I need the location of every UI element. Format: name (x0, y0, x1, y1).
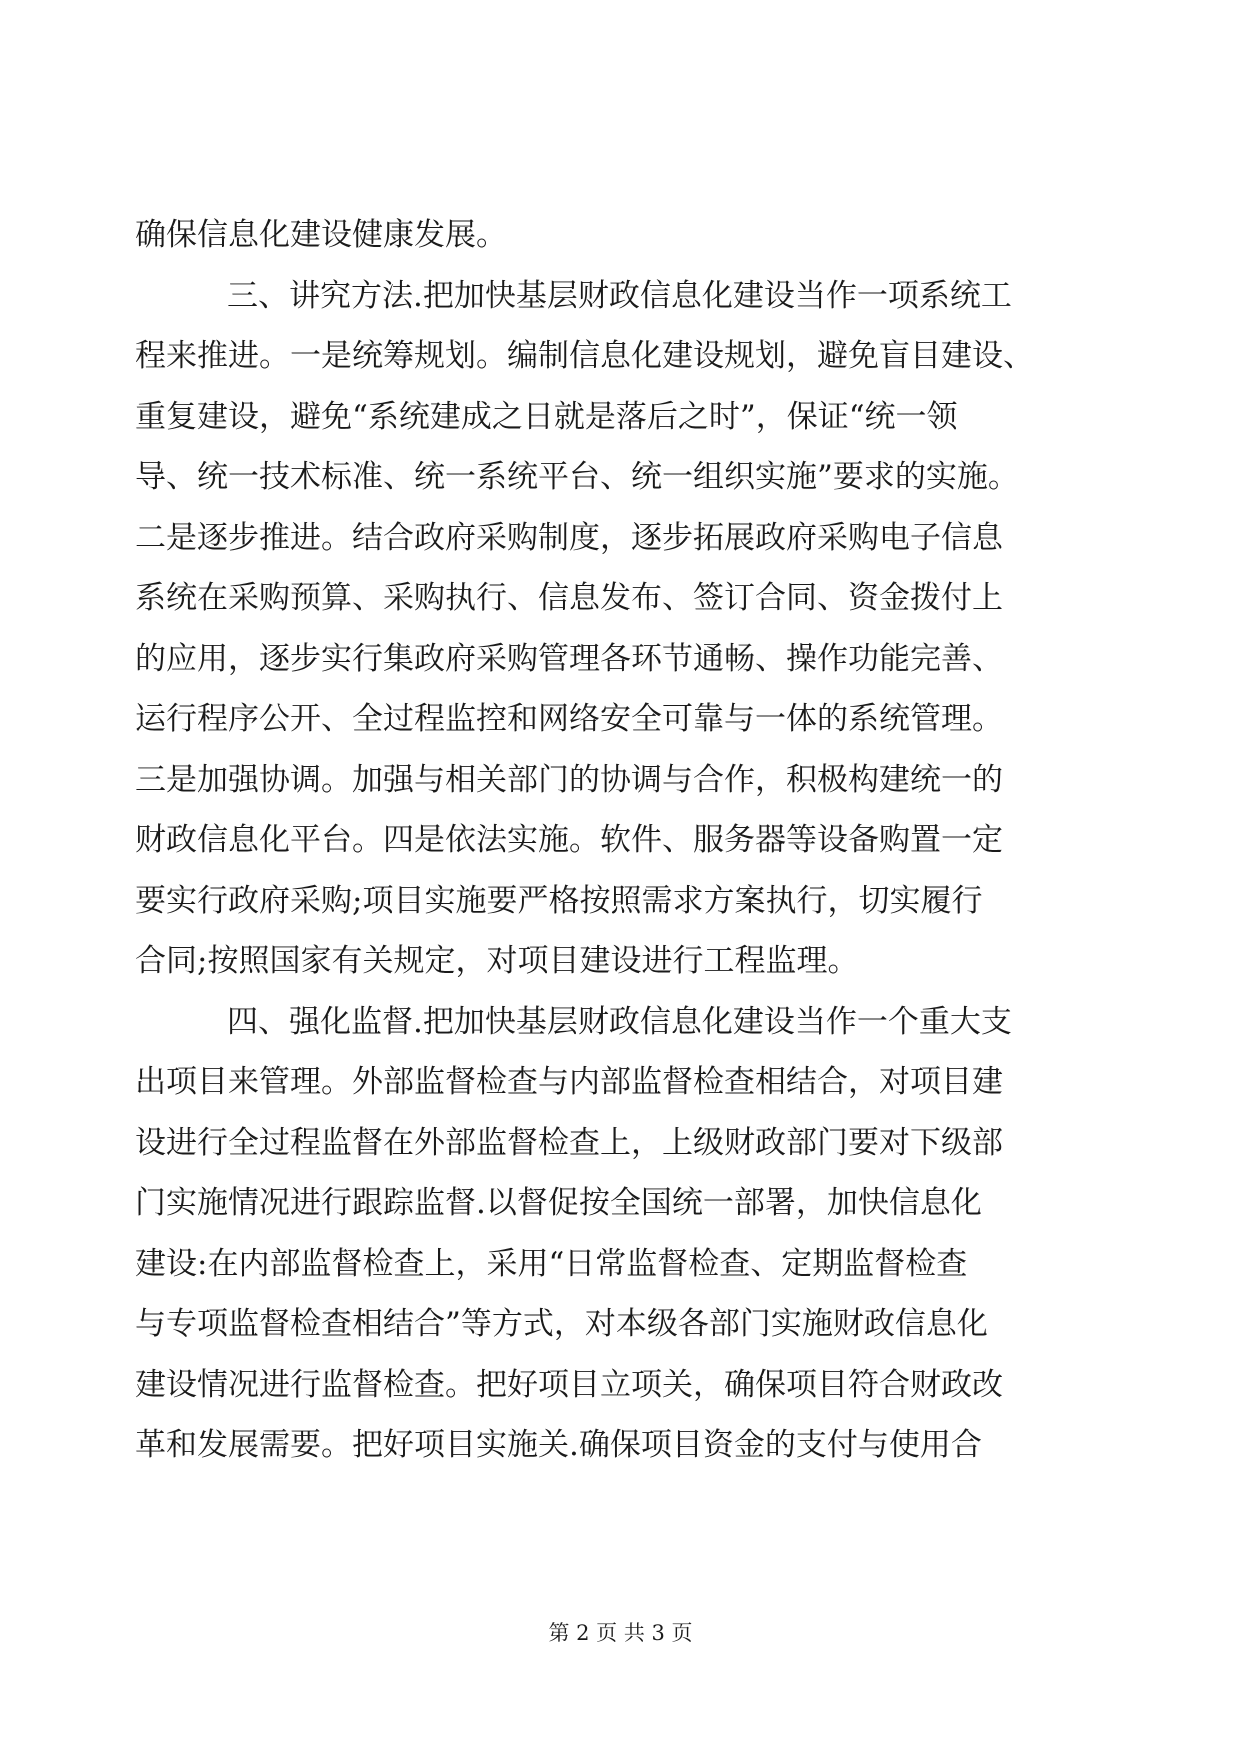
text-line: 要实行政府采购;项目实施要严格按照需求方案执行，切实履行 (135, 882, 983, 919)
text-line: 财政信息化平台。四是依法实施。软件、服务器等设备购置一定 (135, 822, 1003, 858)
text-line: 重复建设，避免“系统建成之日就是落后之时”，保证“统一领 (135, 398, 958, 435)
text-line: 确保信息化建设健康发展。 (135, 217, 507, 253)
text-line: 三、讲究方法.把加快基层财政信息化建设当作一项系统工 (227, 277, 1012, 314)
text-line: 出项目来管理。外部监督检查与内部监督检查相结合，对项目建 (135, 1064, 1003, 1100)
text-line: 导、统一技术标准、统一系统平台、统一组织实施”要求的实施。 (135, 459, 1019, 495)
text-line: 设进行全过程监督在外部监督检查上，上级财政部门要对下级部 (135, 1124, 1003, 1161)
text-line: 程来推进。一是统筹规划。编制信息化建设规划，避免盲目建设、 (135, 338, 1034, 374)
text-line: 革和发展需要。把好项目实施关.确保项目资金的支付与使用合 (135, 1427, 982, 1463)
page-number: 第 2 页 共 3 页 (548, 1621, 693, 1645)
text-line: 合同;按照国家有关规定，对项目建设进行工程监理。 (135, 943, 859, 979)
text-line: 与专项监督检查相结合”等方式，对本级各部门实施财政信息化 (135, 1306, 988, 1342)
text-line: 建设情况进行监督检查。把好项目立项关，确保项目符合财政改 (135, 1366, 1003, 1403)
text-line: 运行程序公开、全过程监控和网络安全可靠与一体的系统管理。 (135, 701, 1003, 737)
text-line: 三是加强协调。加强与相关部门的协调与合作，积极构建统一的 (135, 761, 1003, 798)
text-line: 四、强化监督.把加快基层财政信息化建设当作一个重大支 (227, 1003, 1012, 1040)
text-line: 二是逐步推进。结合政府采购制度，逐步拓展政府采购电子信息 (135, 519, 1003, 556)
text-line: 门实施情况进行跟踪监督.以督促按全国统一部署，加快信息化 (135, 1185, 982, 1221)
text-line: 的应用，逐步实行集政府采购管理各环节通畅、操作功能完善、 (135, 640, 1003, 677)
text-line: 系统在采购预算、采购执行、信息发布、签订合同、资金拨付上 (135, 580, 1003, 616)
document-body (135, 205, 1095, 1476)
text-line: 建设:在内部监督检查上，采用“日常监督检查、定期监督检查 (135, 1245, 968, 1282)
